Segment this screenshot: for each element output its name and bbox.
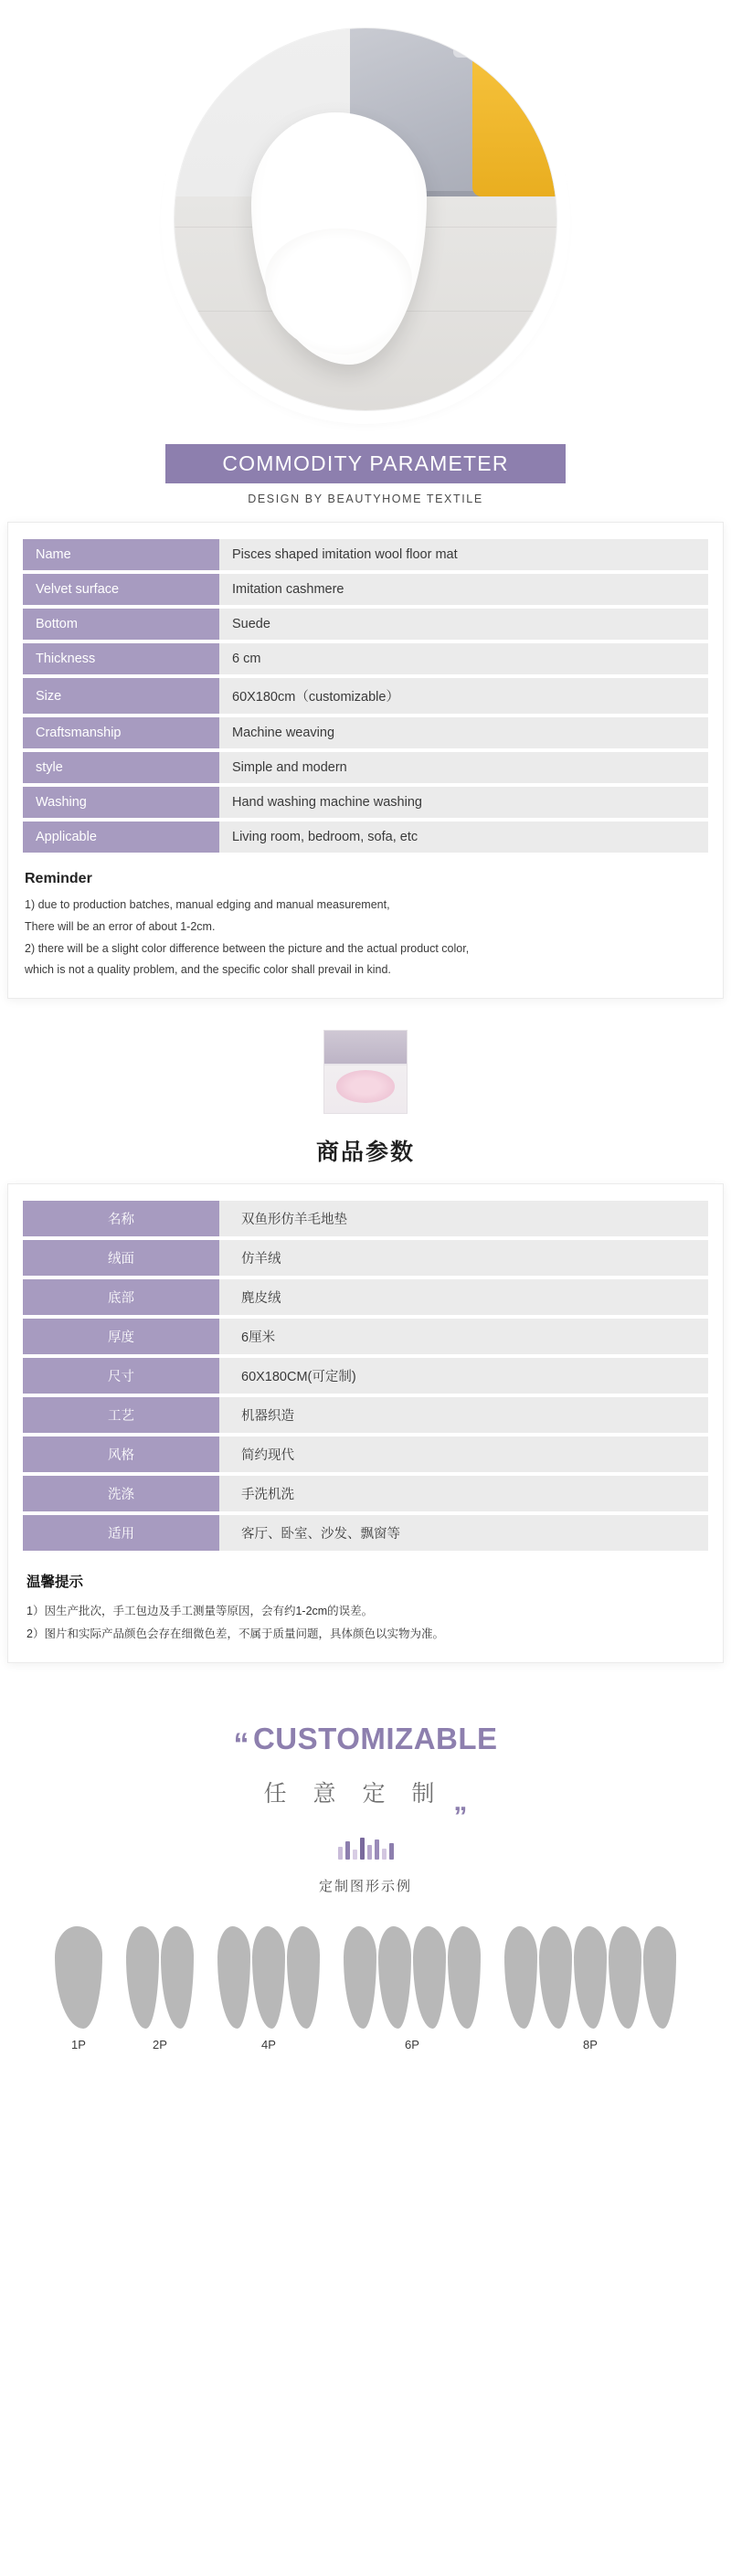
decorative-bar xyxy=(382,1849,387,1860)
decorative-bar xyxy=(353,1850,357,1860)
shape-lobe xyxy=(252,1926,285,2029)
customizable-cn-row xyxy=(0,1763,731,1818)
chinese-spec-title: 商品参数 xyxy=(315,1140,415,1165)
shape-option-4p[interactable] xyxy=(217,1919,320,2051)
spec-key: Applicable xyxy=(23,822,219,853)
reminder-line: 1) due to production batches, manual edging and manual measurement, xyxy=(25,898,390,911)
spec-key: 名称 xyxy=(23,1201,219,1236)
english-spec-table xyxy=(23,535,708,856)
shape-lobe xyxy=(55,1926,102,2029)
chinese-tip-line: 2）图片和实际产品颜色会存在细微色差，不属于质量问题，具体颜色以实物为准。 xyxy=(26,1627,444,1640)
shape-graphic xyxy=(55,1919,102,2029)
shape-graphic xyxy=(344,1919,481,2029)
shape-option-6p[interactable] xyxy=(344,1919,481,2051)
decorative-bar xyxy=(338,1847,343,1860)
spec-value: Imitation cashmere xyxy=(219,574,708,605)
spec-value: 6厘米 xyxy=(219,1319,708,1354)
shape-lobe xyxy=(344,1926,376,2029)
spec-value: Pisces shaped imitation wool floor mat xyxy=(219,539,708,570)
photo-yellow-blanket xyxy=(472,51,556,196)
customizable-headline xyxy=(233,1722,497,1763)
spec-value: 6 cm xyxy=(219,643,708,674)
table-row xyxy=(23,678,708,714)
spec-value: 麂皮绒 xyxy=(219,1279,708,1315)
table-row xyxy=(23,822,708,853)
decorative-bar xyxy=(389,1843,394,1860)
thumb-bed xyxy=(324,1031,407,1064)
chinese-spec-table xyxy=(23,1197,708,1554)
spec-key: Name xyxy=(23,539,219,570)
mid-thumbnail-image xyxy=(323,1030,408,1114)
shape-examples-row xyxy=(0,1919,731,2051)
table-row xyxy=(23,787,708,818)
shape-graphic xyxy=(217,1919,320,2029)
table-row xyxy=(23,1201,708,1236)
spec-key: Craftsmanship xyxy=(23,717,219,748)
spec-key: 工艺 xyxy=(23,1397,219,1433)
shape-lobe xyxy=(539,1926,572,2029)
shape-option-1p[interactable] xyxy=(55,1919,102,2051)
spec-key: Bottom xyxy=(23,609,219,640)
spec-key: Thickness xyxy=(23,643,219,674)
shape-option-2p[interactable] xyxy=(126,1919,194,2051)
shape-label: 4P xyxy=(261,2038,276,2051)
spec-value: 客厅、卧室、沙发、飘窗等 xyxy=(219,1515,708,1551)
shape-graphic xyxy=(126,1919,194,2029)
spec-key: 厚度 xyxy=(23,1319,219,1354)
shape-label: 1P xyxy=(71,2038,86,2051)
shape-lobe xyxy=(413,1926,446,2029)
quote-open-icon: “ xyxy=(233,1727,249,1762)
customizable-section xyxy=(0,1722,731,2051)
table-row xyxy=(23,1436,708,1472)
table-row xyxy=(23,574,708,605)
spec-value: Living room, bedroom, sofa, etc xyxy=(219,822,708,853)
reminder-title: Reminder xyxy=(25,871,92,886)
spec-value: 机器织造 xyxy=(219,1397,708,1433)
shape-lobe xyxy=(126,1926,159,2029)
spec-key: 洗涤 xyxy=(23,1476,219,1511)
reminder-line: 2) there will be a slight color difference between the picture and the actual product color, xyxy=(25,941,470,955)
spec-key: 风格 xyxy=(23,1436,219,1472)
shape-option-8p[interactable] xyxy=(504,1919,676,2051)
spec-key: 绒面 xyxy=(23,1240,219,1276)
reminder-line: which is not a quality problem, and the specific color shall prevail in kind. xyxy=(25,963,391,977)
spec-value: Hand washing machine washing xyxy=(219,787,708,818)
commodity-parameter-title: COMMODITY PARAMETER xyxy=(165,444,565,483)
table-row xyxy=(23,1240,708,1276)
spec-value: 双鱼形仿羊毛地垫 xyxy=(219,1201,708,1236)
decorative-bar xyxy=(345,1841,350,1860)
table-row xyxy=(23,609,708,640)
table-row xyxy=(23,1515,708,1551)
spec-value: Machine weaving xyxy=(219,717,708,748)
mid-thumbnail-section xyxy=(0,1030,731,1114)
hero-section xyxy=(0,0,731,411)
table-row xyxy=(23,1358,708,1394)
shape-lobe xyxy=(643,1926,676,2029)
spec-value: 仿羊绒 xyxy=(219,1240,708,1276)
chinese-spec-card xyxy=(7,1183,724,1663)
shape-lobe xyxy=(378,1926,411,2029)
thumb-pink-rug xyxy=(336,1070,396,1103)
reminder-line: There will be an error of about 1-2cm. xyxy=(25,919,216,933)
spec-key: 底部 xyxy=(23,1279,219,1315)
chinese-tip-title: 温馨提示 xyxy=(26,1574,84,1590)
shape-lobe xyxy=(287,1926,320,2029)
customizable-title-en: CUSTOMIZABLE xyxy=(252,1722,498,1755)
spec-value: 60X180cm（customizable） xyxy=(219,678,708,714)
spec-value: 60X180CM(可定制) xyxy=(219,1358,708,1394)
english-spec-card xyxy=(7,522,724,999)
customizable-subtitle: 定制图形示例 xyxy=(318,1879,412,1894)
table-row xyxy=(23,643,708,674)
english-header xyxy=(0,444,731,505)
shape-label: 8P xyxy=(583,2038,598,2051)
decorative-bar xyxy=(360,1838,365,1860)
table-row xyxy=(23,1279,708,1315)
table-row xyxy=(23,539,708,570)
table-row xyxy=(23,752,708,783)
table-row xyxy=(23,717,708,748)
spec-value: 简约现代 xyxy=(219,1436,708,1472)
shape-lobe xyxy=(574,1926,607,2029)
spec-key: Size xyxy=(23,678,219,714)
table-row xyxy=(23,1476,708,1511)
spec-value: Suede xyxy=(219,609,708,640)
spec-key: Velvet surface xyxy=(23,574,219,605)
hero-product-photo xyxy=(174,27,557,411)
shape-graphic xyxy=(504,1919,676,2029)
shape-lobe xyxy=(161,1926,194,2029)
spec-key: 适用 xyxy=(23,1515,219,1551)
customizable-title-cn: 任 意 定 制 xyxy=(263,1781,445,1807)
quote-close-icon: „ xyxy=(453,1786,468,1817)
decorative-bars xyxy=(0,1836,731,1860)
design-by-subtitle: DESIGN BY BEAUTYHOME TEXTILE xyxy=(248,493,483,505)
table-row xyxy=(23,1397,708,1433)
shape-lobe xyxy=(448,1926,481,2029)
shape-label: 2P xyxy=(153,2038,167,2051)
spec-key: style xyxy=(23,752,219,783)
decorative-bar xyxy=(375,1839,379,1860)
decorative-bar xyxy=(367,1845,372,1860)
shape-lobe xyxy=(504,1926,537,2029)
shape-lobe xyxy=(217,1926,250,2029)
table-row xyxy=(23,1319,708,1354)
spec-value: 手洗机洗 xyxy=(219,1476,708,1511)
shape-label: 6P xyxy=(405,2038,419,2051)
spec-key: Washing xyxy=(23,787,219,818)
spec-key: 尺寸 xyxy=(23,1358,219,1394)
shape-lobe xyxy=(609,1926,641,2029)
spec-value: Simple and modern xyxy=(219,752,708,783)
chinese-tip-line: 1）因生产批次，手工包边及手工测量等原因，会有约1-2cm的误差。 xyxy=(26,1605,374,1617)
